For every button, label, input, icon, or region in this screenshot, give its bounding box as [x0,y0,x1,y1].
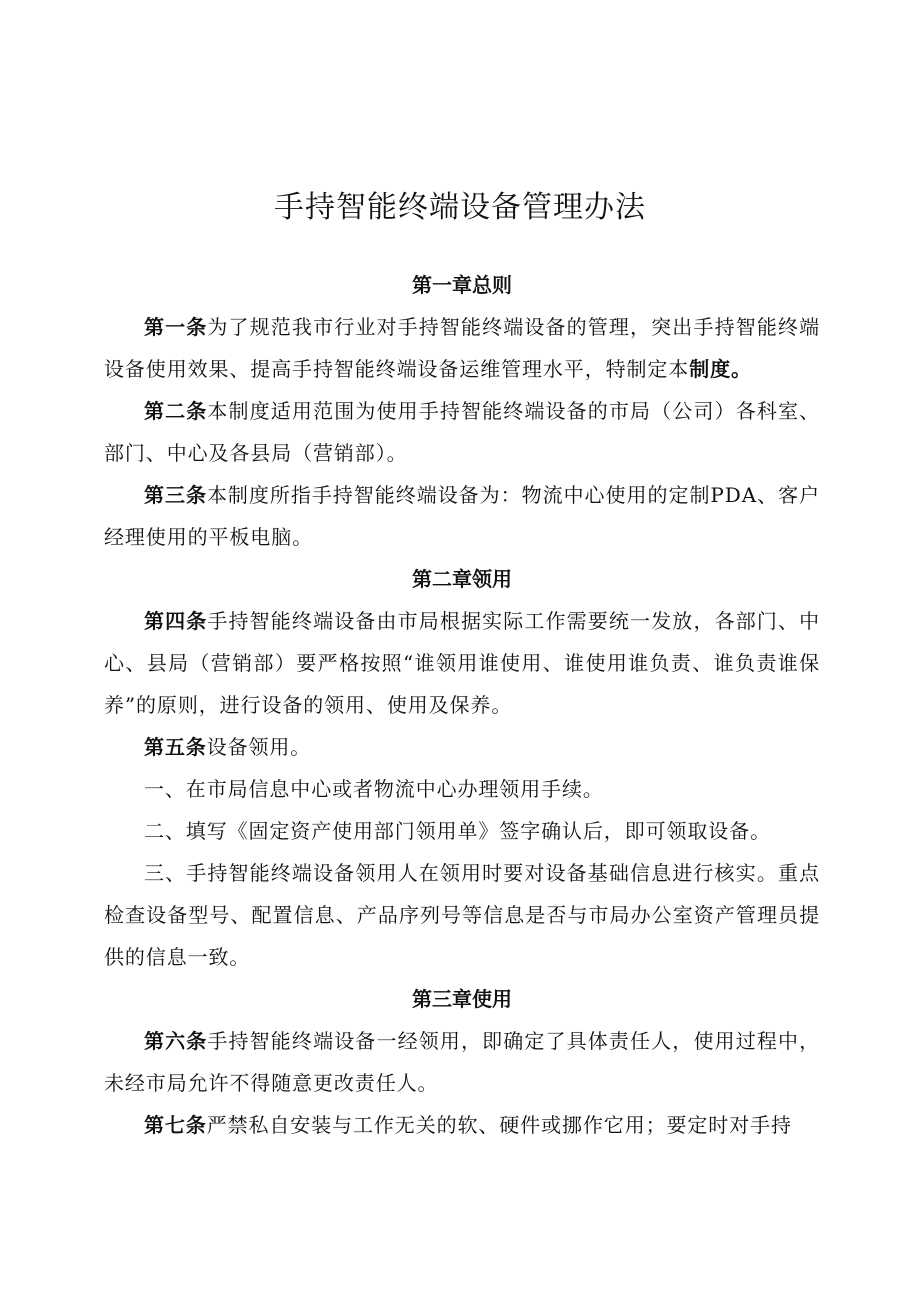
article-paragraph [104,474,820,558]
article-text-bold: 制度。 [689,357,752,381]
list-item-paragraph [104,852,820,978]
article-text: 一、在市局信息中心或者物流中心办理领用手续。 [144,777,604,801]
article-text: 本制度所指手持智能终端设备为：物流中心使用的定制PDA、客户经理使用的平板电脑。 [104,483,820,549]
article-number: 第六条 [144,1029,208,1053]
article-text: 三、手持智能终端设备领用人在领用时要对设备基础信息进行核实。重点检查设备型号、配置信息、产品序列号等信息是否与市局办公室资产管理员提供的信息一致。 [104,861,820,969]
article-text: 设备领用。 [206,735,312,759]
article-number: 第二条 [144,399,208,423]
article-paragraph [104,390,820,474]
chapter-heading: 第二章领用 [412,567,512,591]
list-item-paragraph [104,768,820,810]
article-text: 手持智能终端设备由市局根据实际工作需要统一发放，各部门、中心、县局（营销部）要严格按照“谁领用谁使用、谁使用谁负责、谁负责谁保养”的原则，进行设备的领用、使用及保养。 [104,609,820,717]
article-number: 第一条 [144,315,208,339]
article-number: 第七条 [144,1113,207,1137]
article-text: 手持智能终端设备一经领用，即确定了具体责任人，使用过程中，未经市局允许不得随意更改责任人。 [104,1029,820,1095]
article-paragraph [104,1104,820,1146]
article-number: 第四条 [144,609,208,633]
article-paragraph [104,1020,820,1104]
list-item-paragraph [104,810,820,852]
document-title: 手持智能终端设备管理办法 [274,190,646,225]
document-body [104,264,820,1146]
article-text: 本制度适用范围为使用手持智能终端设备的市局（公司）各科室、部门、中心及各县局（营销部）。 [104,399,820,465]
article-paragraph [104,306,820,390]
article-number: 第三条 [144,483,207,507]
article-paragraph [104,600,820,726]
article-text: 为了规范我市行业对手持智能终端设备的管理，突出手持智能终端设备使用效果、提高手持智能终端设备运维管理水平，特制定本 [104,315,820,381]
chapter-heading: 第三章使用 [412,987,512,1011]
article-text: 二、填写《固定资产使用部门领用单》签字确认后，即可领取设备。 [144,819,771,843]
chapter-heading: 第一章总则 [412,273,512,297]
article-text: 严禁私自安装与工作无关的软、硬件或挪作它用；要定时对手持 [206,1113,792,1137]
article-paragraph [104,726,820,768]
article-number: 第五条 [144,735,207,759]
